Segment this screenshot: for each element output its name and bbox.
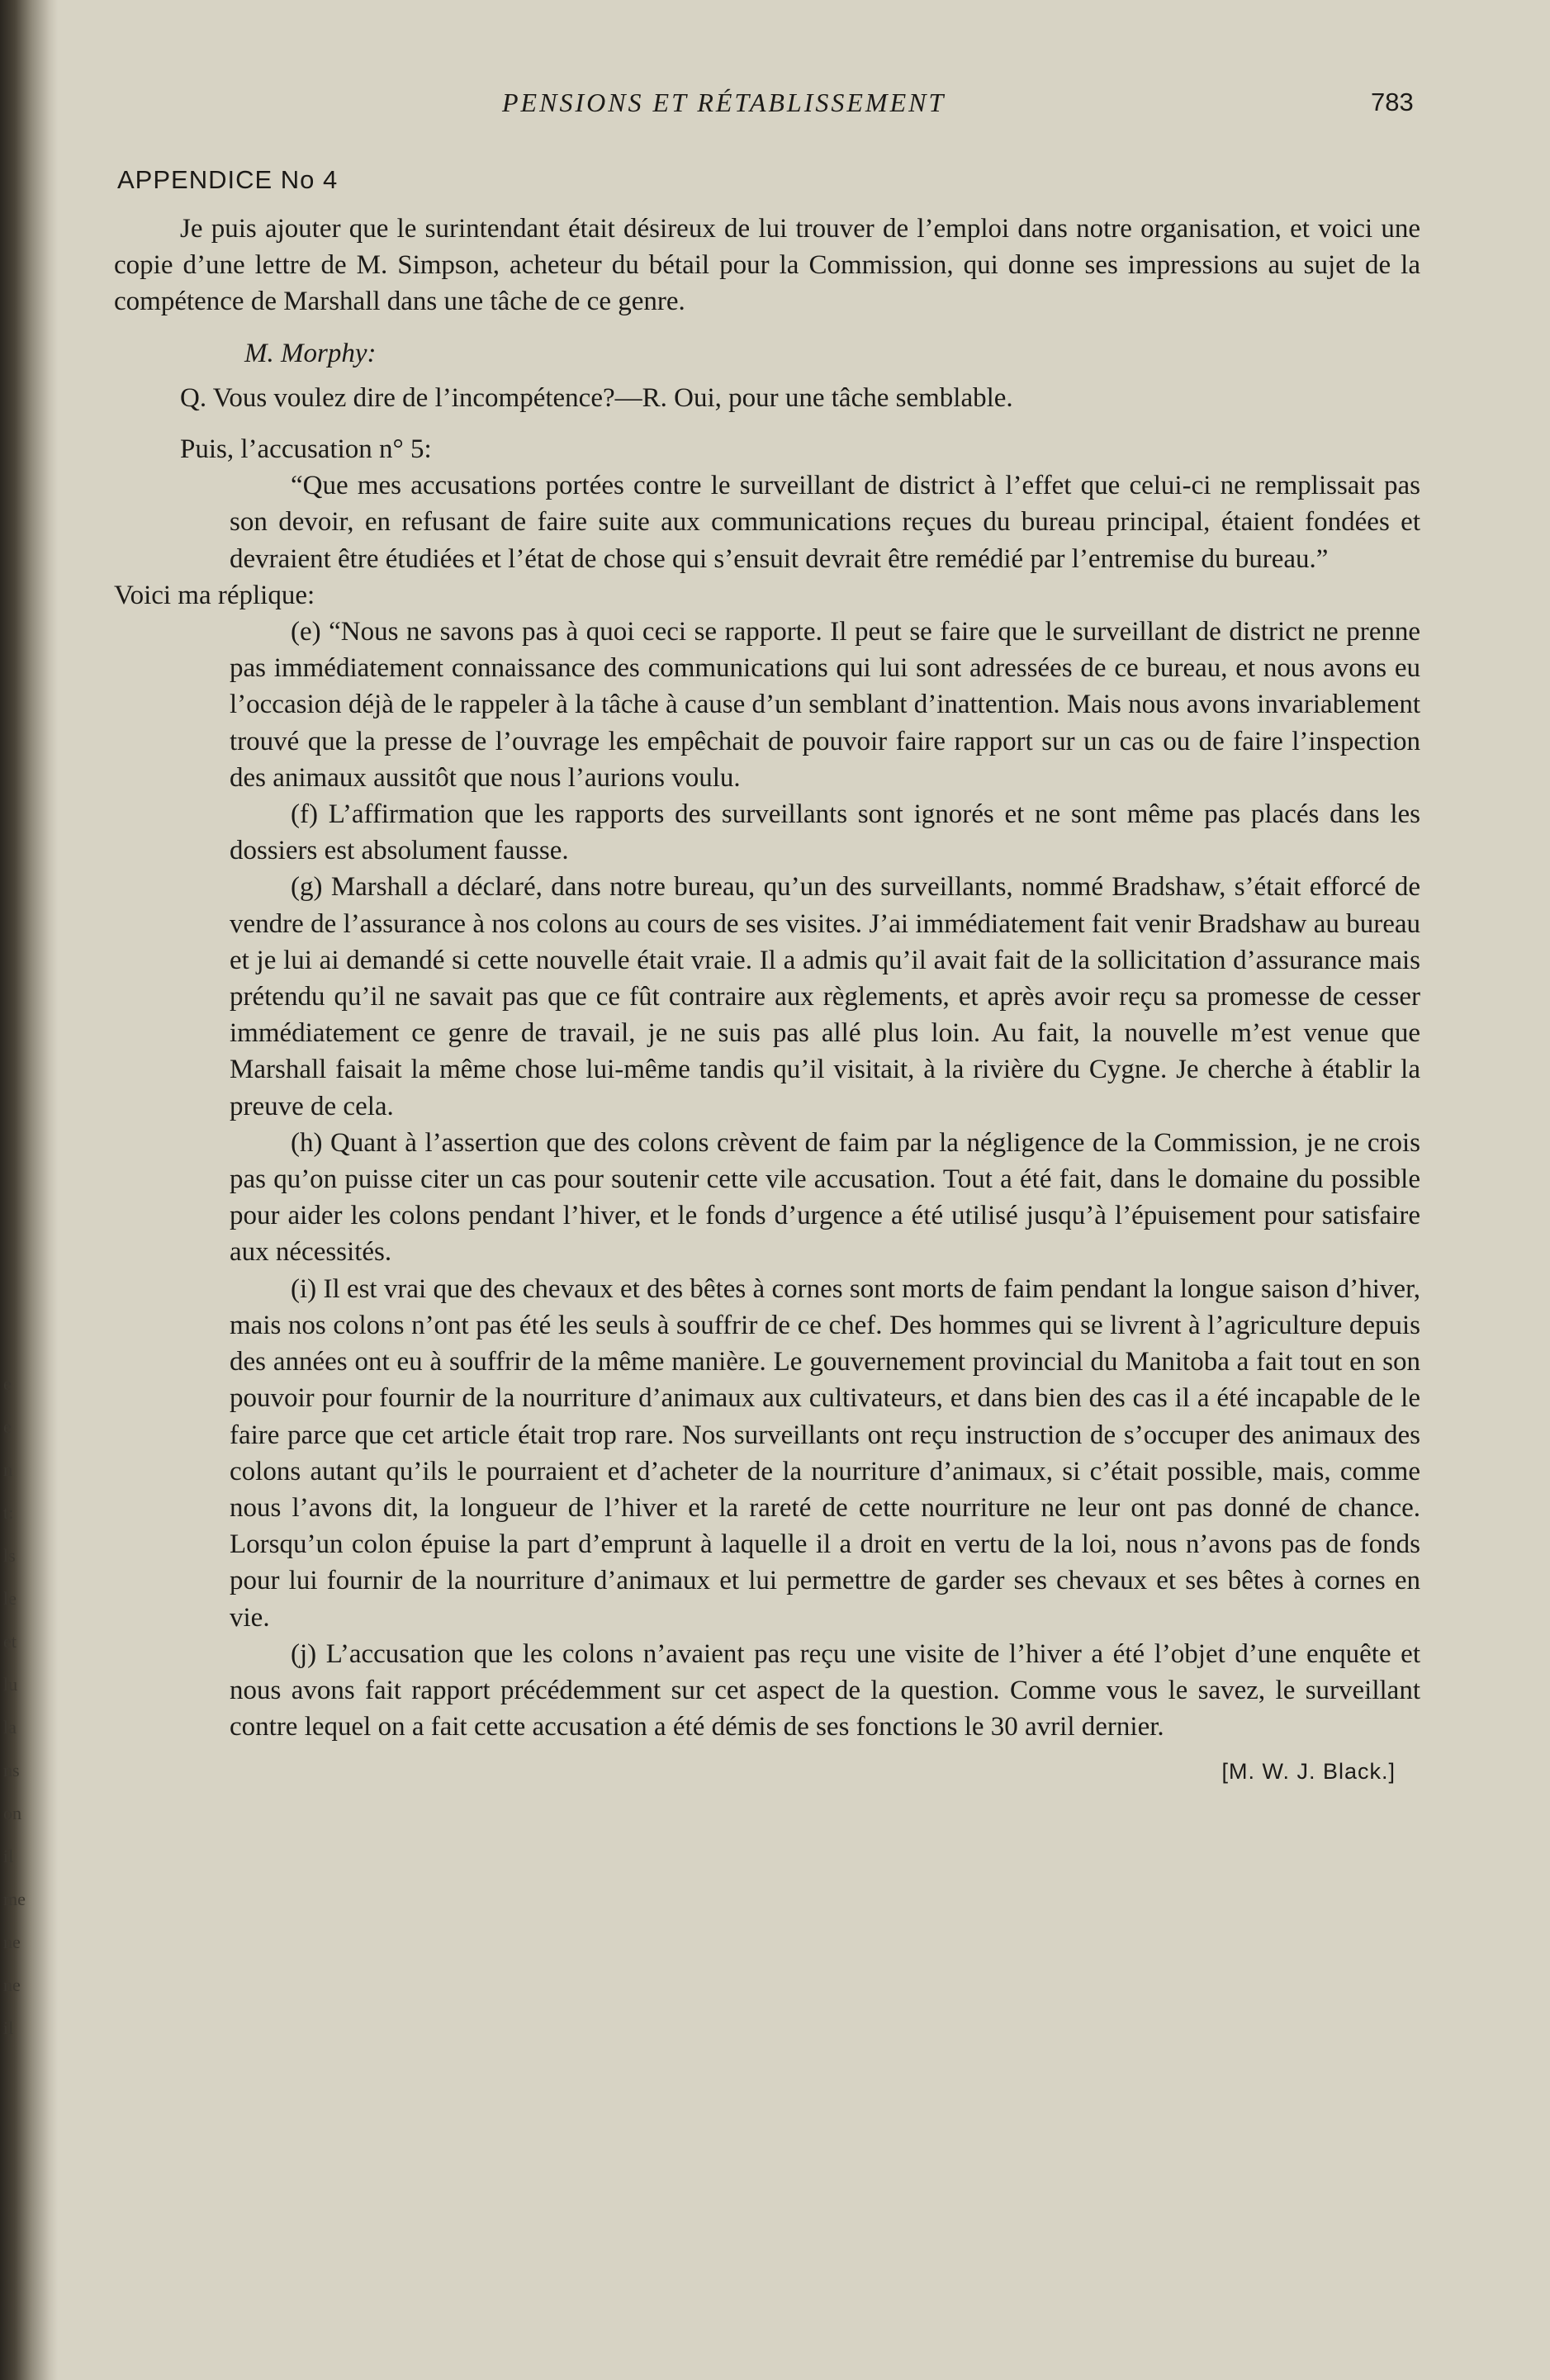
margin-fragment: t:	[3, 1502, 14, 1523]
reply-block	[114, 614, 1420, 1790]
reply-paragraph-i: (i) Il est vrai que des chevaux et des bêtes à cornes sont morts de faim pendant la longue saison d’hiver, mais nos colons n’ont pas été les seuls à souffrir de ce chef. Des hommes qui se livrent à l’agriculture depuis des années ont eu à souffrir de la même manière. Le gouvernement provincial du Manitoba a fait tout en son pouvoir pour fournir de la nourriture d’animaux aux cultivateurs, et dans bien des cas il a été incapable de le faire parce que cet article était trop rare. Nos surveillants ont reçu instruction de s’occuper des animaux des colons autant qu’ils le pourraient et d’acheter de la nourriture d’animaux, si c’était possible, mais, comme nous l’avons dit, la longueur de l’hiver et la rareté de cette nourriture ne leur ont pas donné de chance. Lorsqu’un colon épuise la part d’emprunt à laquelle il a droit en vertu de la loi, nous n’avons pas de fonds pour lui fournir de la nourriture d’animaux et lui permettre de garder ses chevaux et ses bêtes à cornes en vie.	[230, 1273, 1420, 1633]
left-margin-fragments	[3, 1363, 26, 2050]
appendix-label: APPENDICE No 4	[117, 165, 339, 194]
question-answer: Q. Vous voulez dire de l’incompétence?—R. Oui, pour une tâche semblable.	[180, 382, 1013, 413]
margin-fragment: n	[3, 1459, 12, 1480]
body-text	[114, 211, 1420, 1790]
accusation-quote: “Que mes accusations portées contre le surveillant de district à l’effet que celui-ci ne remplissait pas son devoir, en refusant de faire suite aux communications reçues du bureau principal, étaient fondées et devraient être étudiées et l’état de chose qui s’ensuit devrait être remédié par l’entremise du bureau.”	[230, 471, 1420, 574]
margin-fragment: ls	[3, 1545, 16, 1566]
reply-paragraph-g: (g) Marshall a déclaré, dans notre bureau, qu’un des surveillants, nommé Bradshaw, s’était efforcé de vendre de l’assurance à nos colons au cours de ses visites. J’ai immédiatement fait venir Bradshaw au bureau et je lui ai demandé si cette nouvelle était vraie. Il a admis qu’il avait fait de la sollicitation d’assurance mais prétendu qu’il ne savait pas que ce fût contraire aux règlements, et après avoir reçu sa promesse de cesser immédiatement ce genre de travail, je ne suis pas allé plus loin. Au fait, la nouvelle m’est venue que Marshall faisait la même chose lui-même tandis qu’il visitait, à la rivière du Cygne. Je cherche à établir la preuve de cela.	[230, 872, 1420, 1121]
margin-fragment: ne	[3, 1975, 21, 1995]
margin-fragment: e	[3, 1373, 12, 1394]
reply-intro: Voici ma réplique:	[114, 580, 315, 610]
margin-fragment: le	[3, 1588, 17, 1609]
reply-paragraph-e: (e) “Nous ne savons pas à quoi ceci se rapporte. Il peut se faire que le surveillant de district ne prenne pas immédiatement connaissance des communications qui lui sont adressées de ce bureau, et nous avons eu l’occasion déjà de le rappeler à la tâche à cause d’un semblant d’inattention. Mais nous avons invariablement trouvé que la presse de l’ouvrage les empêchait de pouvoir faire rapport sur un cas ou de faire l’inspection des animaux aussitôt que nous l’aurions voulu.	[230, 617, 1420, 793]
reply-paragraph-f: (f) L’affirmation que les rapports des surveillants sont ignorés et ne sont même pas placés dans les dossiers est absolument fausse.	[230, 799, 1420, 866]
accusation-quote-block	[114, 467, 1420, 577]
paragraph-intro: Je puis ajouter que le surintendant était désireux de lui trouver de l’emploi dans notre organisation, et voici une copie d’une lettre de M. Simpson, acheteur du bétail pour la Commission, qui donne ses impressions au sujet de la compétence de Marshall dans une tâche de ce genre.	[114, 214, 1420, 317]
speaker-label: M. Morphy:	[244, 338, 377, 368]
margin-fragment: ne	[3, 1932, 21, 1952]
page-number: 783	[1371, 88, 1414, 116]
margin-fragment: la	[3, 1717, 17, 1738]
signature: [M. W. J. Black.]	[1221, 1759, 1396, 1785]
margin-fragment: lu	[3, 1674, 18, 1695]
margin-fragment: me	[3, 1889, 26, 1909]
margin-fragment: il	[3, 1846, 14, 1866]
accusation-intro: Puis, l’accusation n° 5:	[180, 434, 432, 465]
page-header	[0, 84, 1550, 126]
reply-paragraph-h: (h) Quant à l’assertion que des colons crèvent de faim par la négligence de la Commission, je ne crois pas qu’on puisse citer un cas pour soutenir cette vile accusation. Tout a été fait, dans le domaine du possible pour aider les colons pendant l’hiver, et le fonds d’urgence a été utilisé jusqu’à l’épuisement pour satisfaire aux nécessités.	[230, 1127, 1420, 1268]
margin-fragment: il	[3, 2017, 14, 2038]
margin-fragment: e	[3, 1416, 12, 1437]
margin-fragment: on	[3, 1803, 21, 1823]
margin-fragment: et	[3, 1631, 17, 1652]
running-title: PENSIONS ET RÉTABLISSEMENT	[502, 88, 946, 117]
reply-paragraph-j: (j) L’accusation que les colons n’avaient pas reçu une visite de l’hiver a été l’objet d’une enquête et nous avons fait rapport précédemment sur cet aspect de la question. Comme vous le savez, le surveillant contre lequel on a fait cette accusation a été démis de ses fonctions le 30 avril dernier.	[230, 1638, 1420, 1742]
margin-fragment: ns	[3, 1760, 20, 1780]
